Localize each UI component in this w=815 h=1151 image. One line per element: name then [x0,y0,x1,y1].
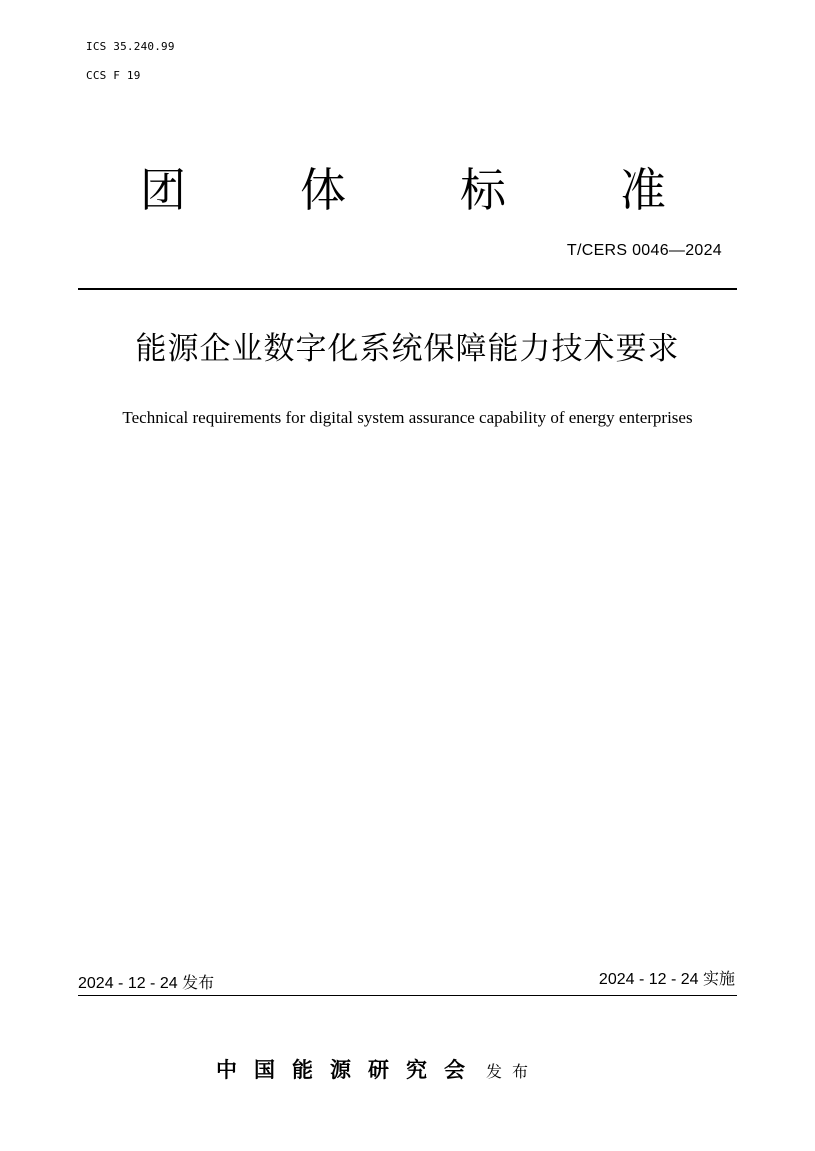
standard-type-char: 体 [300,163,346,217]
publish-date: 2024 - 12 - 24 发布 [78,975,215,992]
standard-type-char: 团 [140,163,186,217]
standard-type-char: 准 [620,163,666,217]
standard-type-heading [0,160,815,220]
ics-code: ICS 35.240.99 [86,40,175,53]
publisher-line [216,1054,616,1084]
publisher-action: 发布 [486,1062,539,1081]
document-title-english: Technical requirements for digital system assurance capability of energy enterprises [122,408,693,427]
footer-divider [78,995,737,996]
standard-number: T/CERS 0046—2024 [566,242,722,259]
implement-date: 2024 - 12 - 24 实施 [598,971,735,988]
publisher-name: 中国能源研究会 [216,1058,482,1082]
document-title-chinese: 能源企业数字化系统保障能力技术要求 [135,331,680,367]
standard-type-char: 标 [460,163,506,217]
ccs-code: CCS F 19 [86,69,141,82]
header-divider [78,288,737,290]
